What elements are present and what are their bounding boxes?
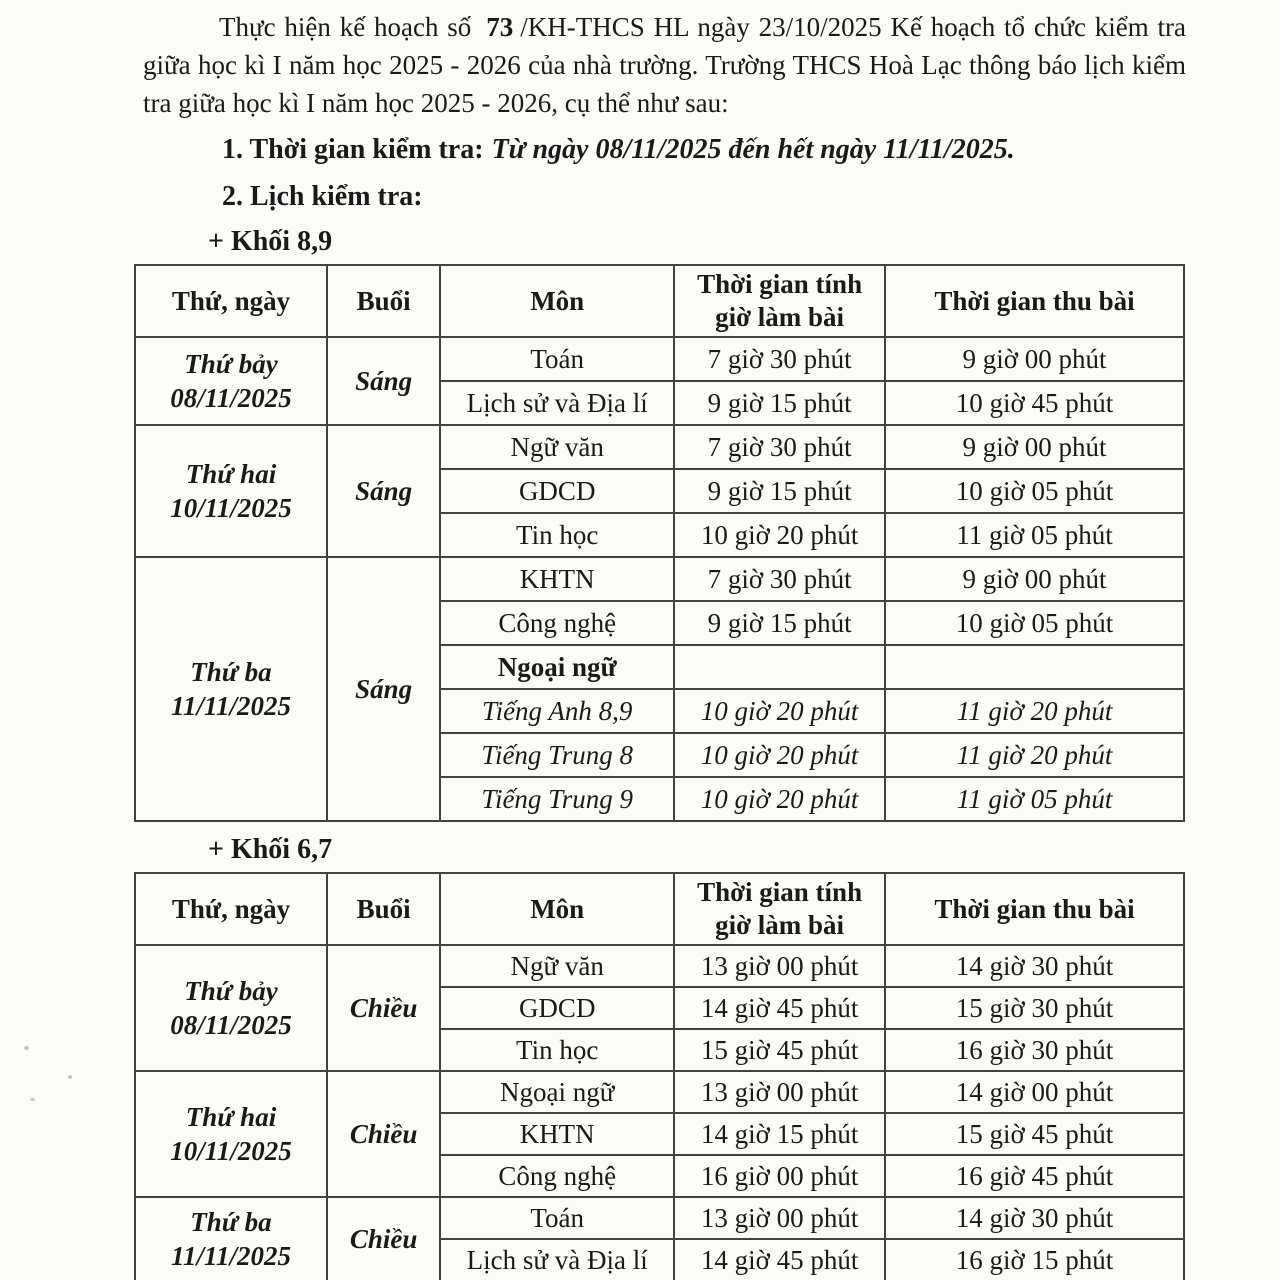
start-time-cell: 13 giờ 00 phút — [674, 1071, 885, 1113]
subject-cell: Tin học — [440, 513, 674, 557]
day-cell — [135, 945, 327, 1071]
schedule-table-khoi-89 — [134, 264, 1185, 822]
intro-paragraph — [143, 8, 1186, 122]
session-cell: Chiều — [327, 1197, 440, 1280]
day-date: 10/11/2025 — [170, 1136, 292, 1166]
collect-time-cell: 11 giờ 20 phút — [885, 733, 1184, 777]
day-date: 11/11/2025 — [170, 691, 291, 721]
start-time-cell: 10 giờ 20 phút — [674, 733, 885, 777]
column-header-0: Thứ, ngày — [135, 873, 327, 945]
scan-speck — [68, 1075, 72, 1079]
scan-speck — [30, 1098, 35, 1101]
column-header-1: Buổi — [327, 265, 440, 337]
day-date: 11/11/2025 — [170, 1241, 291, 1271]
session-cell: Sáng — [327, 337, 440, 425]
session-cell: Sáng — [327, 557, 440, 821]
day-name: Thứ ba — [190, 657, 272, 687]
start-time-cell — [674, 645, 885, 689]
intro-text-after: /KH-THCS HL ngày 23/10/2025 Kế hoạch tổ chức kiểm tra giữa học kì I năm học 2025 - 2026 của nhà trường. Trường THCS Hoà Lạc thông báo lịch kiểm tra giữa học kì I năm học 2025 - 2026, cụ thể như sau: — [143, 12, 1187, 118]
subject-cell: Tin học — [440, 1029, 674, 1071]
session-cell: Chiều — [327, 945, 440, 1071]
session-cell: Sáng — [327, 425, 440, 557]
start-time-cell: 7 giờ 30 phút — [674, 337, 885, 381]
collect-time-cell: 11 giờ 20 phút — [885, 689, 1184, 733]
start-time-cell: 10 giờ 20 phút — [674, 689, 885, 733]
day-cell — [135, 1197, 327, 1280]
column-header-3: Thời gian tính giờ làm bài — [674, 265, 885, 337]
subject-cell: Ngữ văn — [440, 945, 674, 987]
start-time-cell: 10 giờ 20 phút — [674, 777, 885, 821]
exam-time-line — [222, 131, 1186, 169]
start-time-cell: 7 giờ 30 phút — [674, 425, 885, 469]
subject-cell: Lịch sử và Địa lí — [440, 381, 674, 425]
start-time-cell: 14 giờ 45 phút — [674, 987, 885, 1029]
collect-time-cell — [885, 645, 1184, 689]
start-time-cell: 9 giờ 15 phút — [674, 469, 885, 513]
day-cell — [135, 557, 327, 821]
day-date: 08/11/2025 — [170, 1010, 292, 1040]
subject-cell: Toán — [440, 337, 674, 381]
table-row — [135, 425, 1184, 469]
day-cell — [135, 337, 327, 425]
subject-cell: Toán — [440, 1197, 674, 1239]
collect-time-cell: 9 giờ 00 phút — [885, 425, 1184, 469]
start-time-cell: 14 giờ 45 phút — [674, 1239, 885, 1280]
start-time-cell: 16 giờ 00 phút — [674, 1155, 885, 1197]
section-label-khoi-67: + Khối 6,7 — [208, 834, 333, 865]
column-header-4: Thời gian thu bài — [885, 873, 1184, 945]
subject-cell: GDCD — [440, 469, 674, 513]
collect-time-cell: 10 giờ 45 phút — [885, 381, 1184, 425]
start-time-cell: 9 giờ 15 phút — [674, 381, 885, 425]
intro-text-before: Thực hiện kế hoạch số — [219, 12, 472, 42]
scan-speck — [24, 1046, 29, 1050]
start-time-cell: 13 giờ 00 phút — [674, 945, 885, 987]
session-cell: Chiều — [327, 1071, 440, 1197]
column-header-2: Môn — [440, 873, 674, 945]
exam-time-label: 1. Thời gian kiểm tra: — [222, 134, 484, 165]
day-date: 10/11/2025 — [170, 493, 292, 523]
exam-schedule-line — [222, 178, 1186, 216]
subject-cell: Tiếng Anh 8,9 — [440, 689, 674, 733]
start-time-cell: 15 giờ 45 phút — [674, 1029, 885, 1071]
exam-time-range: Từ ngày 08/11/2025 đến hết ngày 11/11/2025. — [491, 134, 1015, 165]
start-time-cell: 13 giờ 00 phút — [674, 1197, 885, 1239]
start-time-cell: 14 giờ 15 phút — [674, 1113, 885, 1155]
collect-time-cell: 16 giờ 30 phút — [885, 1029, 1184, 1071]
start-time-cell: 9 giờ 15 phút — [674, 601, 885, 645]
exam-schedule-label: 2. Lịch kiểm tra: — [222, 181, 423, 212]
collect-time-cell: 14 giờ 30 phút — [885, 1197, 1184, 1239]
table-row — [135, 337, 1184, 381]
schedule-table-khoi-67 — [134, 872, 1185, 1280]
column-header-2: Môn — [440, 265, 674, 337]
column-header-0: Thứ, ngày — [135, 265, 327, 337]
subject-cell: Ngoại ngữ — [440, 1071, 674, 1113]
column-header-4: Thời gian thu bài — [885, 265, 1184, 337]
header-row — [135, 265, 1184, 337]
subject-cell: Ngữ văn — [440, 425, 674, 469]
subject-cell: GDCD — [440, 987, 674, 1029]
day-name: Thứ hai — [185, 1102, 277, 1132]
table-row — [135, 1071, 1184, 1113]
collect-time-cell: 14 giờ 30 phút — [885, 945, 1184, 987]
collect-time-cell: 16 giờ 45 phút — [885, 1155, 1184, 1197]
column-header-3: Thời gian tính giờ làm bài — [674, 873, 885, 945]
day-date: 08/11/2025 — [170, 383, 292, 413]
collect-time-cell: 16 giờ 15 phút — [885, 1239, 1184, 1280]
collect-time-cell: 10 giờ 05 phút — [885, 469, 1184, 513]
subject-cell: Tiếng Trung 9 — [440, 777, 674, 821]
plan-number: 73 — [486, 12, 514, 42]
start-time-cell: 10 giờ 20 phút — [674, 513, 885, 557]
collect-time-cell: 11 giờ 05 phút — [885, 513, 1184, 557]
subject-cell: KHTN — [440, 1113, 674, 1155]
collect-time-cell: 15 giờ 30 phút — [885, 987, 1184, 1029]
day-cell — [135, 1071, 327, 1197]
collect-time-cell: 9 giờ 00 phút — [885, 557, 1184, 601]
table-row — [135, 945, 1184, 987]
section-label-khoi-89: + Khối 8,9 — [208, 226, 333, 257]
collect-time-cell: 9 giờ 00 phút — [885, 337, 1184, 381]
header-row — [135, 873, 1184, 945]
subject-cell: Lịch sử và Địa lí — [440, 1239, 674, 1280]
day-name: Thứ bảy — [184, 976, 278, 1006]
subject-cell: Tiếng Trung 8 — [440, 733, 674, 777]
collect-time-cell: 15 giờ 45 phút — [885, 1113, 1184, 1155]
collect-time-cell: 11 giờ 05 phút — [885, 777, 1184, 821]
day-cell — [135, 425, 327, 557]
day-name: Thứ ba — [190, 1207, 272, 1237]
column-header-1: Buổi — [327, 873, 440, 945]
subject-cell: KHTN — [440, 557, 674, 601]
day-name: Thứ bảy — [184, 349, 278, 379]
subject-cell: Ngoại ngữ — [440, 645, 674, 689]
subject-cell: Công nghệ — [440, 1155, 674, 1197]
subject-cell: Công nghệ — [440, 601, 674, 645]
table-row — [135, 1197, 1184, 1239]
collect-time-cell: 10 giờ 05 phút — [885, 601, 1184, 645]
day-name: Thứ hai — [185, 459, 277, 489]
table-row — [135, 557, 1184, 601]
collect-time-cell: 14 giờ 00 phút — [885, 1071, 1184, 1113]
start-time-cell: 7 giờ 30 phút — [674, 557, 885, 601]
